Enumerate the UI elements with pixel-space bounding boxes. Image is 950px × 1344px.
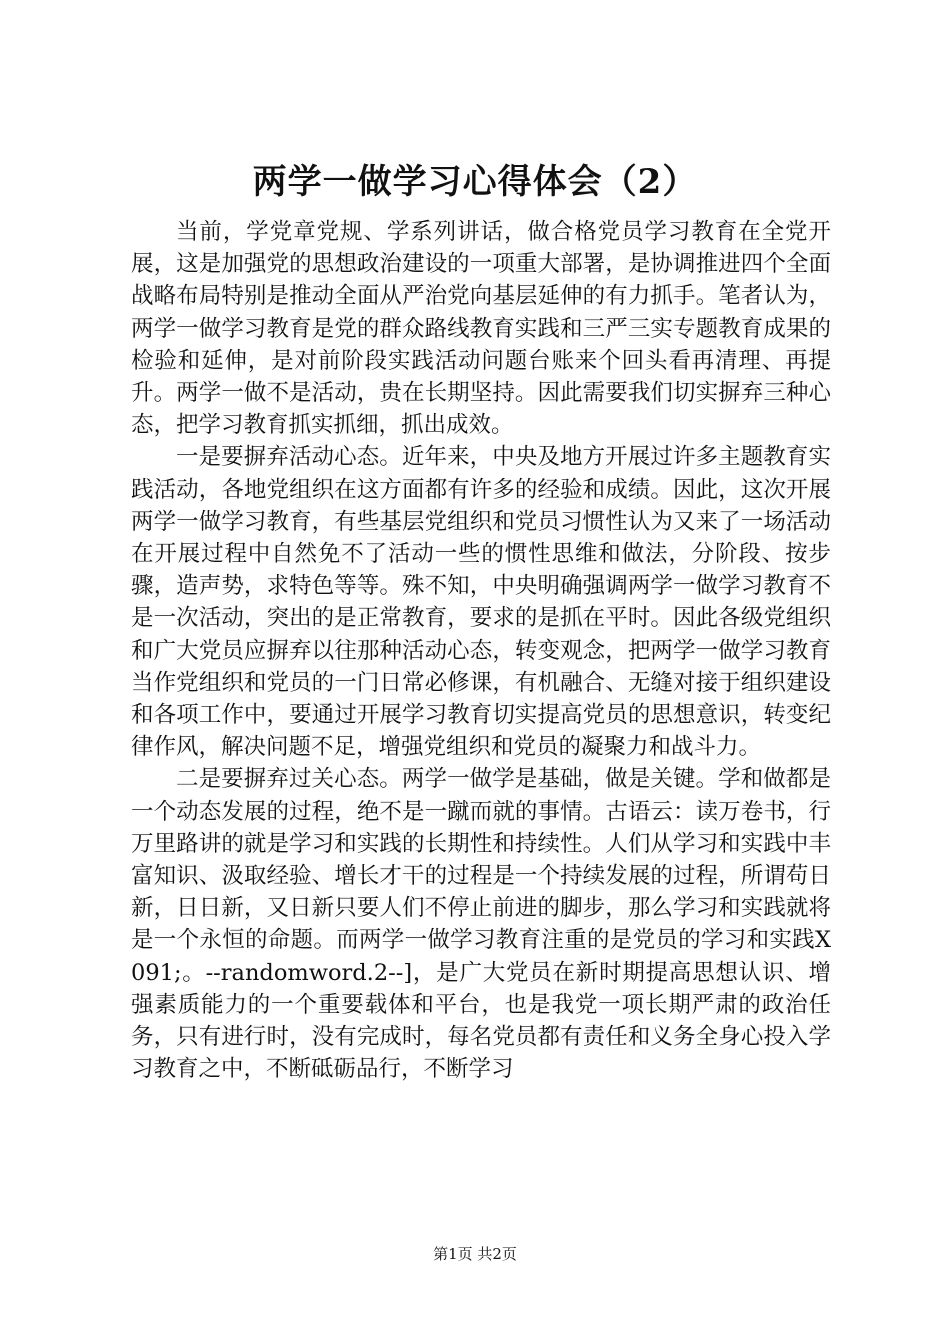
page-footer: 第1页 共2页 [433,1245,517,1263]
paragraph-first-point: 一是要摒弃活动心态。近年来，中央及地方开展过许多主题教育实践活动，各地党组织在这方面都有许多的经验和成绩。因此，这次开展两学一做学习教育，有些基层党组织和党员习惯性认为又来了一场活动在开展过程中自然免不了活动一些的惯性思维和做法，分阶段、按步骤，造声势，求特色等等。殊不知，中央明确强调两学一做学习教育不是一次活动，突出的是正常教育，要求的是抓在平时。因此各级党组织和广大党员应摒弃以往那种活动心态，转变观念，把两学一做学习教育当作党组织和党员的一门日常必修课，有机融合、无缝对接于组织建设和各项工作中，要通过开展学习教育切实提高党员的思想意识，转变纪律作风，解决问题不足，增强党组织和党员的凝聚力和战斗力。 [131,444,831,761]
paragraph-second-point: 二是要摒弃过关心态。两学一做学是基础，做是关键。学和做都是一个动态发展的过程，绝不是一蹴而就的事情。古语云：读万卷书，行万里路讲的就是学习和实践的长期性和持续性。人们从学习和实践中丰富知识、汲取经验、增长才干的过程是一个持续发展的过程，所谓苟日新，日日新，又日新只要人们不停止前进的脚步，那么学习和实践就将是一个永恒的命题。而两学一做学习教育注重的是党员的学习和实践X091;。--randomword.2--]，是广大党员在新时期提高思想认识、增强素质能力的一个重要载体和平台，也是我党一项长期严肃的政治任务，只有进行时，没有完成时，每名党员都有责任和义务全身心投入学习教育之中，不断砥砺品行，不断学习 [131,766,831,1083]
page-title: 两学一做学习心得体会（2） [252,162,698,202]
document-body [131,216,831,1085]
paragraph-intro: 当前，学党章党规、学系列讲话，做合格党员学习教育在全党开展，这是加强党的思想政治建设的一项重大部署，是协调推进四个全面战略布局特别是推动全面从严治党向基层延伸的有力抓手。笔者认为，两学一做学习教育是党的群众路线教育实践和三严三实专题教育成果的检验和延伸，是对前阶段实践活动问题台账来个回头看再清理、再提升。两学一做不是活动，贵在长期坚持。因此需要我们切实摒弃三种心态，把学习教育抓实抓细，抓出成效。 [131,219,831,439]
